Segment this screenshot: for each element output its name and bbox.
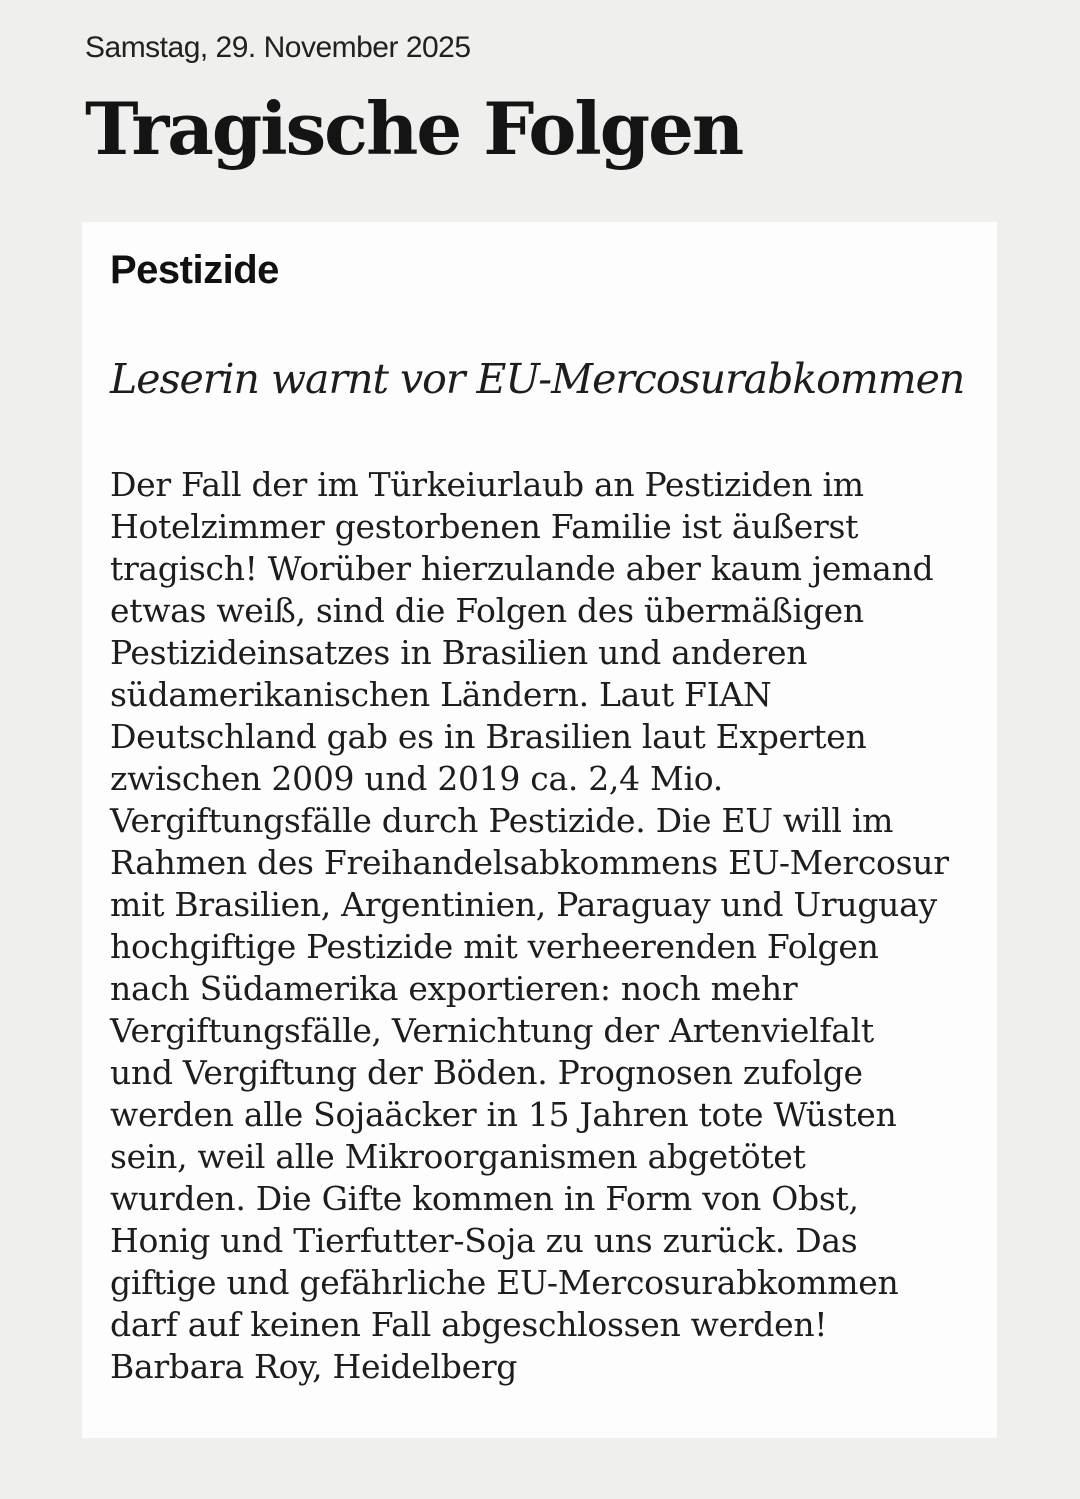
body-line: und Vergiftung der Böden. Prognosen zufolge [110,1052,863,1092]
body-line: wurden. Die Gifte kommen in Form von Obst, [110,1178,859,1218]
article-header [0,0,1080,171]
article-card [82,222,997,1438]
body-line: Vergiftungsfälle durch Pestizide. Die EU will im [110,800,894,840]
body-line: Pestizideinsatzes in Brasilien und anderen [110,632,808,672]
body-line: südamerikanischen Ländern. Laut FIAN [110,674,772,714]
body-line: Deutschland gab es in Brasilien laut Experten [110,716,867,756]
body-line: sein, weil alle Mikroorganismen abgetötet [110,1136,806,1176]
article-subtitle: Leserin warnt vor EU-Mercosurabkommen [110,354,965,403]
body-line: Hotelzimmer gestorbenen Familie ist äußerst [110,506,859,546]
page-title: Tragische Folgen [85,86,743,171]
body-line: Rahmen des Freihandelsabkommens EU-Mercosur [110,842,949,882]
body-line: zwischen 2009 und 2019 ca. 2,4 Mio. [110,758,723,798]
body-line: giftige und gefährliche EU-Mercosurabkommen [110,1262,899,1302]
body-lines [110,464,971,1346]
date-text: Samstag, 29. November 2025 [85,31,471,64]
body-line: etwas weiß, sind die Folgen des übermäßigen [110,590,864,630]
body-line: werden alle Sojaäcker in 15 Jahren tote Wüsten [110,1094,897,1134]
kicker-heading: Pestizide [110,247,279,292]
body-line: nach Südamerika exportieren: noch mehr [110,968,798,1008]
body-line: mit Brasilien, Argentinien, Paraguay und Uruguay [110,884,937,924]
body-line: hochgiftige Pestizide mit verheerenden Folgen [110,926,879,966]
body-line: darf auf keinen Fall abgeschlossen werden! [110,1304,828,1344]
article-body [110,464,971,1388]
body-line: tragisch! Worüber hierzulande aber kaum jemand [110,548,934,588]
body-line: Vergiftungsfälle, Vernichtung der Artenvielfalt [110,1010,874,1050]
signature-line: Barbara Roy, Heidelberg [110,1346,518,1386]
body-line: Der Fall der im Türkeiurlaub an Pestiziden im [110,464,864,504]
body-line: Honig und Tierfutter-Soja zu uns zurück. Das [110,1220,858,1260]
